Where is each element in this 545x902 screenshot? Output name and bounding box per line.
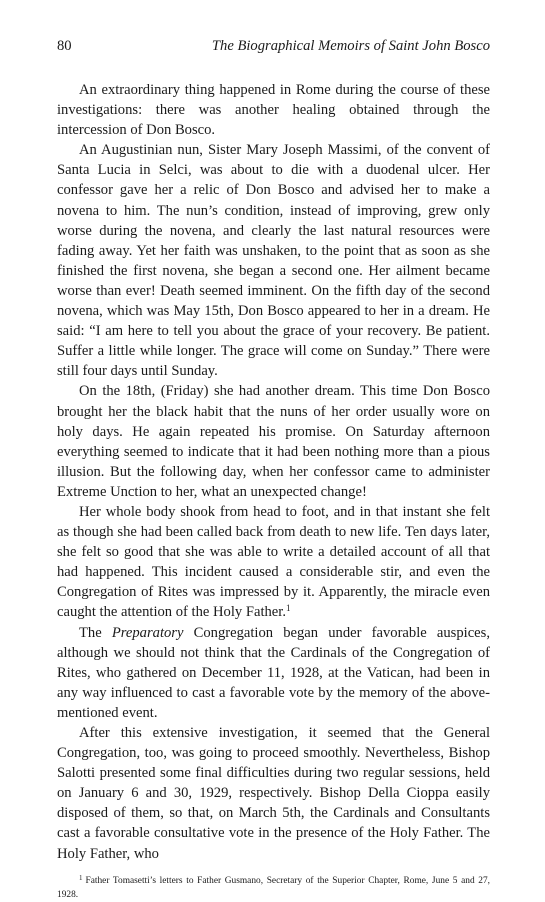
page-number: 80: [57, 38, 72, 54]
running-header: [57, 38, 490, 58]
paragraph: [57, 80, 490, 140]
footnote: [57, 874, 490, 902]
paragraph: [57, 623, 490, 723]
footnote-marker: 1: [285, 603, 291, 614]
paragraph: [57, 140, 490, 381]
paragraph-text: Her whole body shook from head to foot, and in that instant she felt as though she had been called back from death to new life. Ten days later, she felt so good that she was able to write a detailed account of all that had happened. This incident caused a considerable stir, and even the Congregation of Rites was impressed by it. Apparently, the miracle even caught the attention of the Holy Father.: [57, 503, 490, 621]
paragraph: [57, 723, 490, 864]
body-text: [57, 80, 490, 864]
italic-term: Preparatory: [111, 624, 184, 641]
footnote-text-block: [57, 874, 490, 902]
paragraph-text: An Augustinian nun, Sister Mary Joseph Massimi, of the convent of Santa Lucia in Selci, was about to die with a duodenal ulcer. Her confessor gave her a relic of Don Bosco and advised her to make a novena to him. The nun’s condition, instead of improving, grew only worse during the novena, and clearly the last natural resources were fading away. Yet her faith was unshaken, to the point that as soon as she finished the first novena, she began a second one. Her ailment became worse than ever! Death seemed imminent. On the fifth day of the second novena, which was May 15th, Don Bosco appeared to her in a dream. He said: “I am here to tell you about the grace of your recovery. Be patient. Suffer a little while longer. The grace will come on Sunday.” There were still four days until Sunday.: [57, 142, 490, 380]
paragraph-text: On the 18th, (Friday) she had another dream. This time Don Bosco brought her the black habit that the nuns of her order usually wore on holy days. He again repeated his promise. On Saturday afternoon everything seemed to indicate that it had been nothing more than a pious illusion. But the following day, when her confessor came to administer Extreme Unction to her, what an unexpected change!: [57, 383, 490, 500]
paragraph-text: Congregation began under favorable auspices, although we should not think that the Cardinals of the Congregation of Rites, who gathered on December 11, 1928, at the Vatican, had been in any way influenced to cast a favorable vote by the memory of the above-mentioned event.: [57, 624, 490, 721]
running-title: The Biographical Memoirs of Saint John Bosco: [211, 38, 490, 54]
paragraph: [57, 381, 490, 502]
paragraph-prefix: The: [79, 624, 112, 641]
footnote-text: Father Tomasetti’s letters to Father Gusmano, Secretary of the Superior Chapter, Rome, June 5 and 27, 1928.: [57, 875, 490, 900]
paragraph-text: After this extensive investigation, it seemed that the General Congregation, too, was going to proceed smoothly. Nevertheless, Bishop Salotti presented some final difficulties during two regular sessions, held on January 6 and 30, 1929, respectively. Bishop Della Cioppa easily disposed of them, so that, on March 5th, the Cardinals and Consultants cast a favorable consultative vote in the presence of the Holy Father. The Holy Father, who: [57, 725, 490, 862]
paragraph: [57, 502, 490, 623]
footnote-number: 1: [79, 873, 83, 882]
paragraph-text: An extraordinary thing happened in Rome during the course of these investigations: there was another healing obtained through the intercession of Don Bosco.: [57, 82, 490, 139]
book-page: [57, 38, 490, 902]
